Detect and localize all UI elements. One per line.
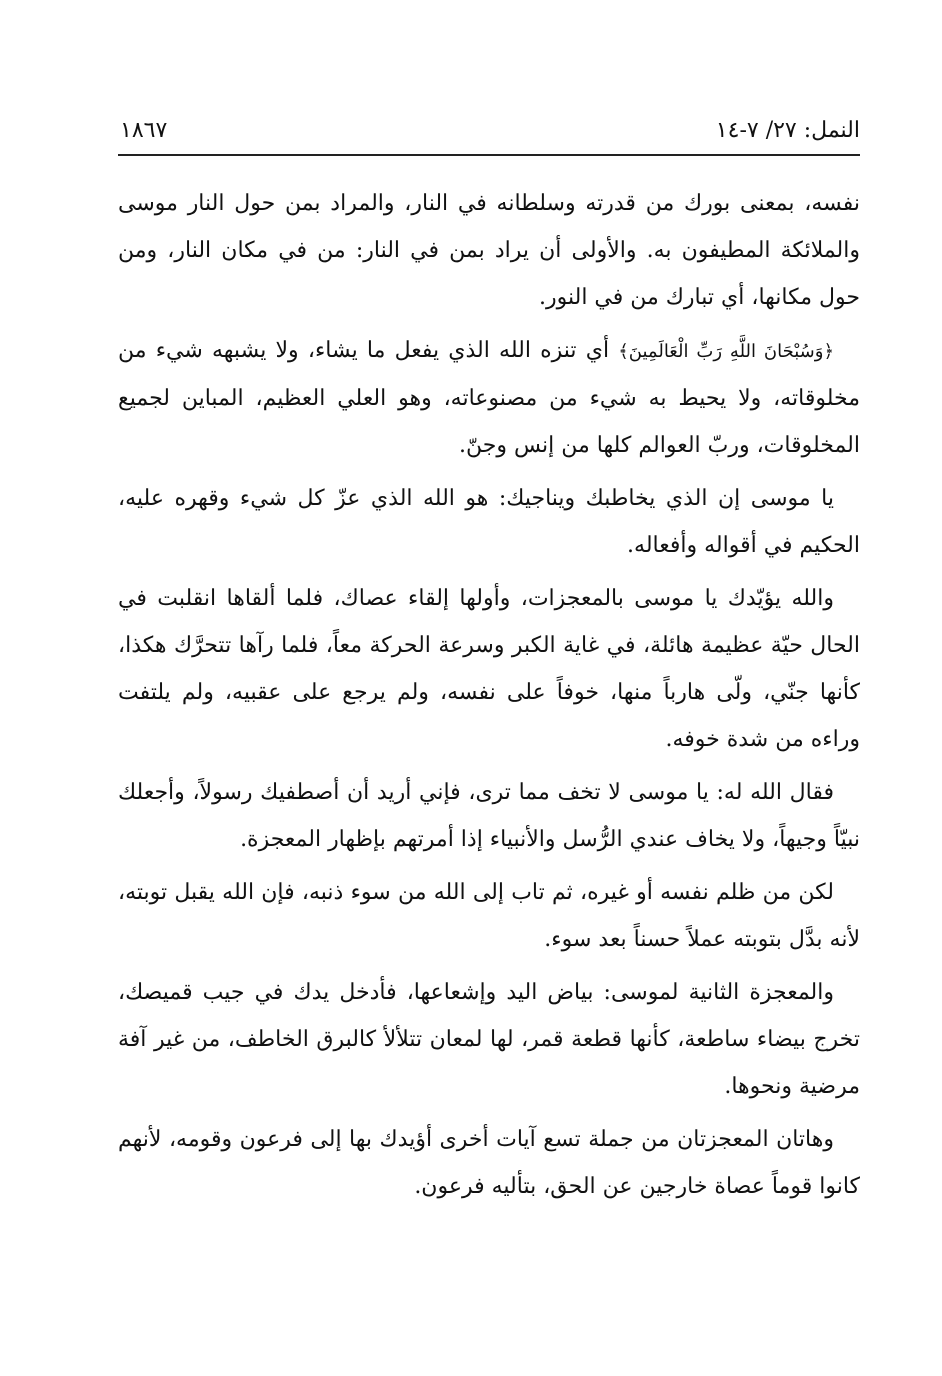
- paragraph: [118, 327, 860, 469]
- paragraph: [118, 969, 860, 1110]
- paragraph-text: وهاتان المعجزتان من جملة تسع آيات أخرى أؤيدك بها إلى فرعون وقومه، لأنهم كانوا قوماً عصاة خارجين عن الحق، بتأليه فرعون.: [118, 1127, 860, 1199]
- page-header: [118, 114, 860, 156]
- paragraph-text: لكن من ظلم نفسه أو غيره، ثم تاب إلى الله من سوء ذنبه، فإن الله يقبل توبته، لأنه بدَّل بتوبته عملاً حسناً بعد سوء.: [118, 880, 860, 952]
- paragraph: [118, 575, 860, 763]
- paragraph-text: والمعجزة الثانية لموسى: بياض اليد وإشعاعها، فأدخل يدك في جيب قميصك، تخرج بيضاء ساطعة، كأنها قطعة قمر، لها لمعان تتلألأ كالبرق الخاطف، من غير آفة مرضية ونحوها.: [118, 980, 860, 1099]
- paragraph: [118, 769, 860, 863]
- page-body: [118, 180, 860, 1216]
- paragraph-text: والله يؤيّدك يا موسى بالمعجزات، وأولها إلقاء عصاك، فلما ألقاها انقلبت في الحال حيّة عظيمة هائلة، في غاية الكبر وسرعة الحركة معاً، فلما رآها تتحرَّك هكذا، كأنها جنّي، ولّى هارباً منها، خوفاً على نفسه، ولم يرجع على عقبيه، ولم يلتفت وراءه من شدة خوفه.: [118, 586, 860, 752]
- paragraph: [118, 1116, 860, 1210]
- quran-verse: ﴿وَسُبْحَانَ اللَّهِ رَبِّ الْعَالَمِينَ﴾: [618, 341, 834, 362]
- paragraph-text: يا موسى إن الذي يخاطبك ويناجيك: هو الله الذي عزّ كل شيء وقهره عليه، الحكيم في أقواله وأفعاله.: [118, 486, 860, 558]
- paragraph: [118, 180, 860, 321]
- page-number: ١٨٦٧: [120, 118, 168, 143]
- paragraph: [118, 475, 860, 569]
- paragraph: [118, 869, 860, 963]
- paragraph-text: أي تنزه الله الذي يفعل ما يشاء، ولا يشبهه شيء من مخلوقاته، ولا يحيط به شيء من مصنوعاته، وهو العلي العظيم، المباين لجميع المخلوقات، وربّ العوالم كلها من إنس وجنّ.: [118, 338, 860, 458]
- paragraph-text: نفسه، بمعنى بورك من قدرته وسلطانه في النار، والمراد بمن حول النار موسى والملائكة المطيفون به. والأولى أن يراد بمن في النار: من في مكان النار، ومن حول مكانها، أي تبارك من في النور.: [118, 191, 860, 310]
- surah-reference: النمل: ٢٧/ ٧-١٤: [715, 118, 860, 143]
- paragraph-text: فقال الله له: يا موسى لا تخف مما ترى، فإني أريد أن أصطفيك رسولاً، وأجعلك نبيّاً وجيهاً، ولا يخاف عندي الرُّسل والأنبياء إذا أمرتهم بإظهار المعجزة.: [118, 780, 860, 852]
